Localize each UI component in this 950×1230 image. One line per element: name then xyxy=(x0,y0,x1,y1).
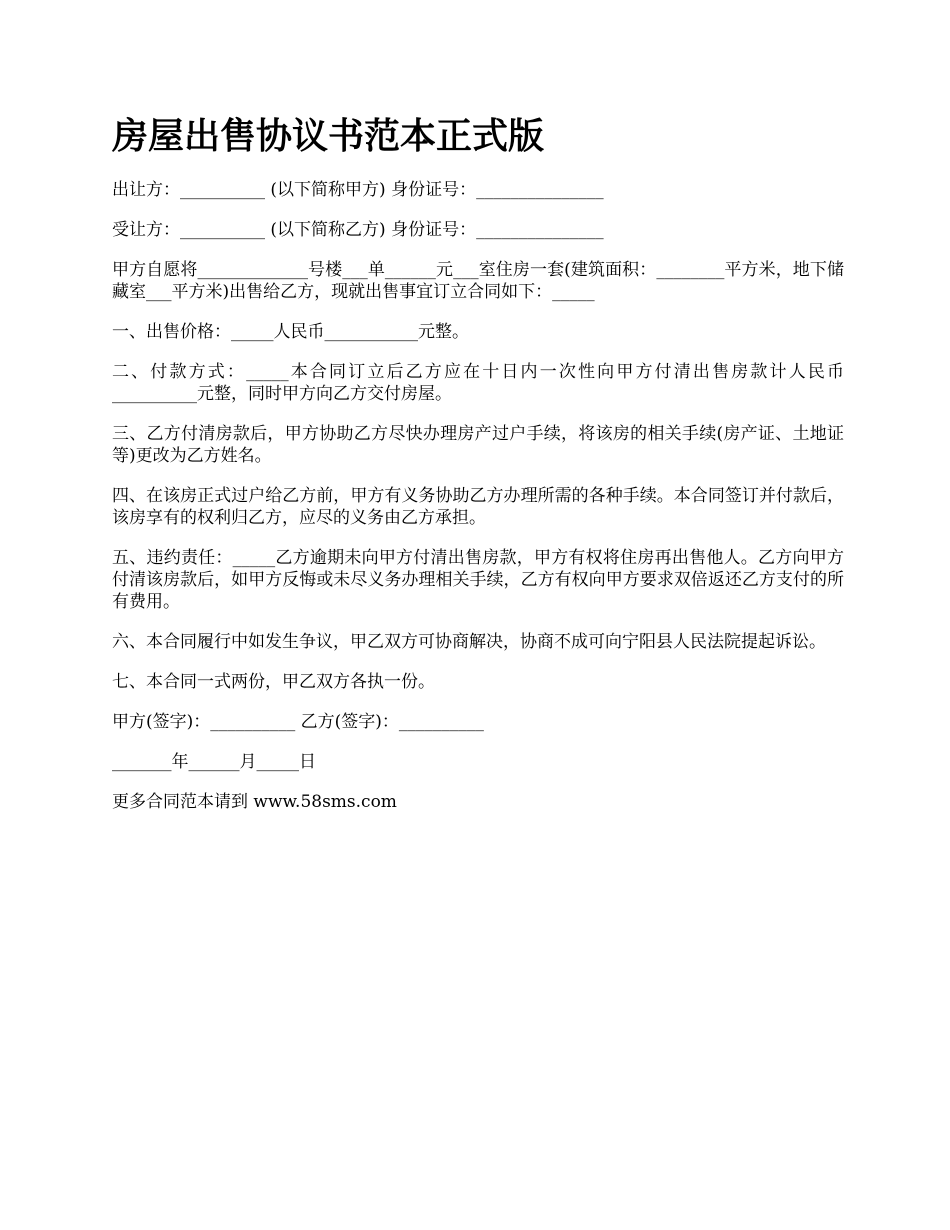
clause-obligations: 四、在该房正式过户给乙方前，甲方有义务协助乙方办理所需的各种手续。本合同签订并付款后，该房享有的权利归乙方，应尽的义务由乙方承担。 xyxy=(112,486,844,528)
date-line: _______年______月_____日 xyxy=(112,752,316,772)
clause-copies: 七、本合同一式两份，甲乙双方各执一份。 xyxy=(112,672,435,692)
document-page xyxy=(112,112,844,813)
clause-transfer: 三、乙方付清房款后，甲方协助乙方尽快办理房产过户手续，将该房的相关手续(房产证、土地证等)更改为乙方姓名。 xyxy=(112,424,844,466)
document-title: 房屋出售协议书范本正式版 xyxy=(112,115,545,157)
clause-liability: 五、违约责任：_____乙方逾期未向甲方付清出售房款，甲方有权将住房再出售他人。乙方向甲方付清该房款后，如甲方反悔或未尽义务办理相关手续，乙方有权向甲方要求双倍返还乙方支付的所有费用。 xyxy=(112,548,844,612)
buyer-line: 受让方：__________ (以下简称乙方) 身份证号：_______________ xyxy=(112,220,604,240)
clause-disputes: 六、本合同履行中如发生争议，甲乙双方可协商解决，协商不成可向宁阳县人民法院提起诉讼。 xyxy=(112,632,826,652)
footer-note: 更多合同范本请到 www.58sms.com xyxy=(112,792,397,812)
signature-line: 甲方(签字)：__________ 乙方(签字)：__________ xyxy=(112,712,484,732)
seller-line: 出让方：__________ (以下简称甲方) 身份证号：_______________ xyxy=(112,180,604,200)
clause-price: 一、出售价格：_____人民币___________元整。 xyxy=(112,322,469,342)
property-description: 甲方自愿将_____________号楼___单______元___室住房一套(建筑面积：________平方米，地下储藏室___平方米)出售给乙方，现就出售事宜订立合同如下：_____ xyxy=(112,260,844,302)
clause-payment: 二、付款方式：_____本合同订立后乙方应在十日内一次性向甲方付清出售房款计人民币__________元整，同时甲方向乙方交付房屋。 xyxy=(112,362,844,404)
